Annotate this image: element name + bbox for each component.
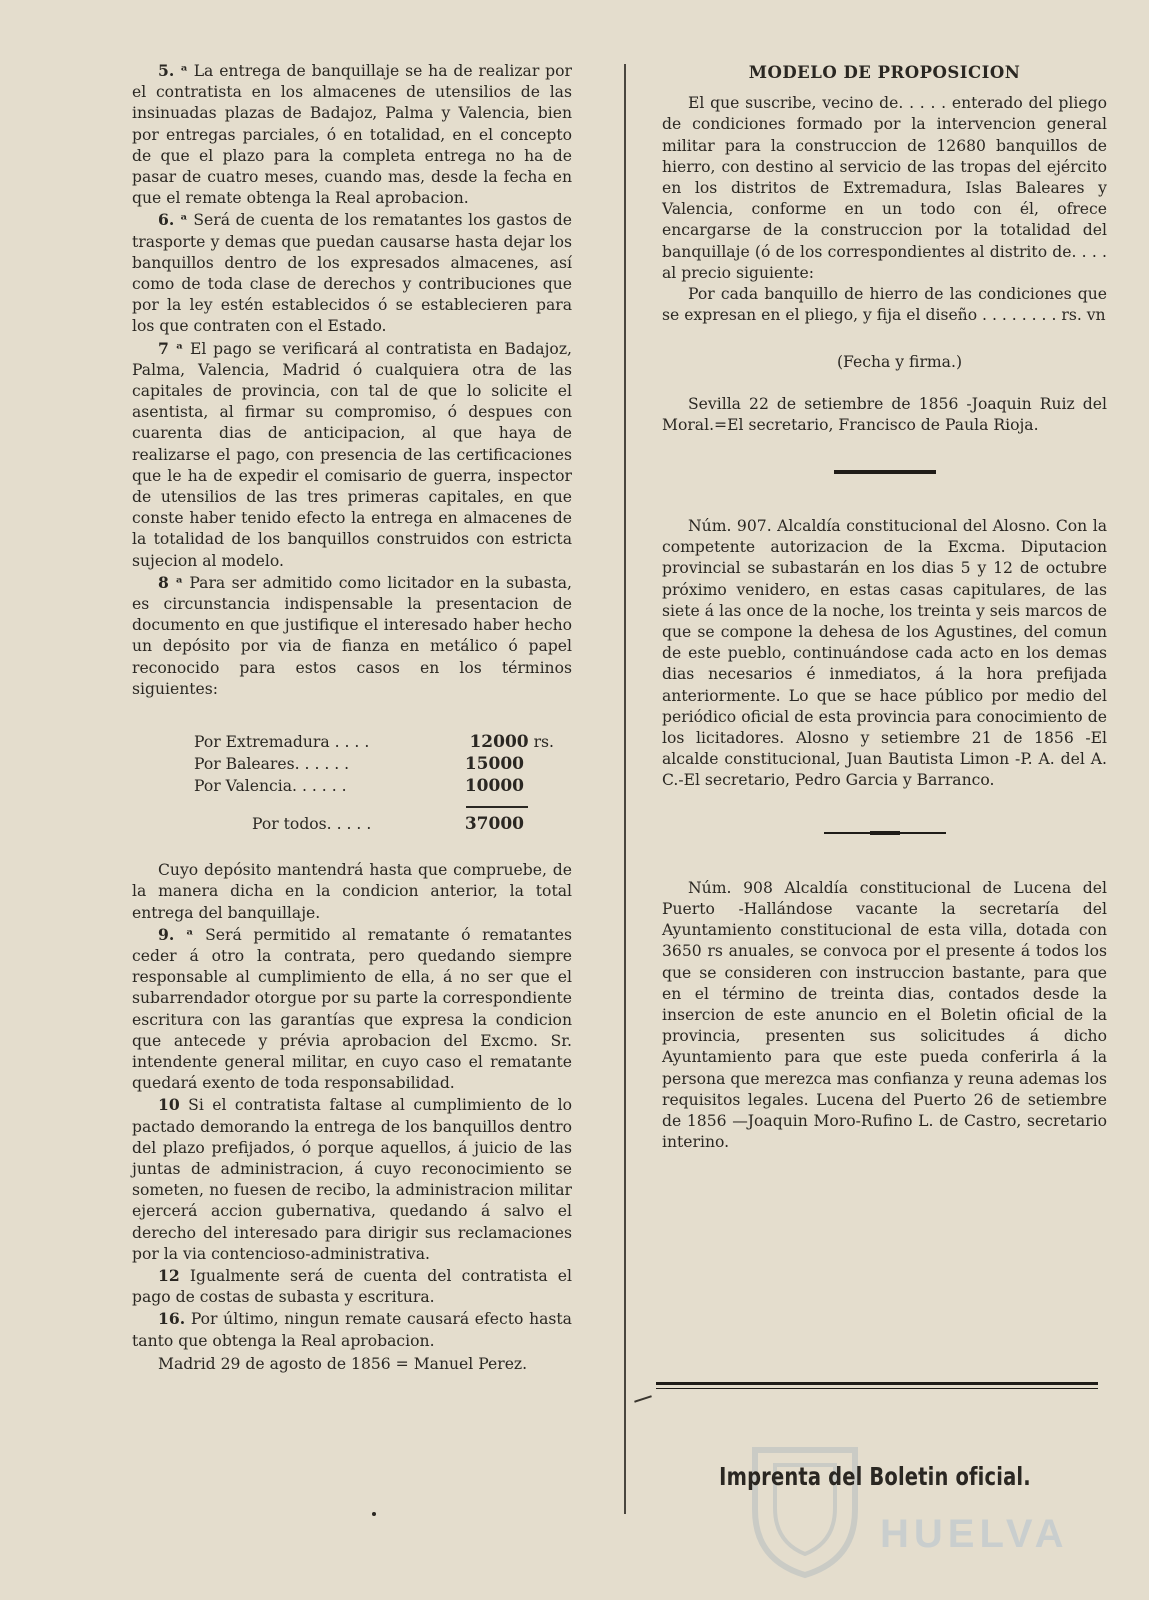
model-paragraph: El que suscribe, vecino de. . . . . enterado del pliego de condiciones formado por la intervencion general militar para la construccion de 12680 banquillos de hierro, con destino al servicio de las tropas del ejército en los distritos de Extremadura, Islas Baleares y Valencia, conforme en un todo con él, ofrece encargarse de la construccion por la totalidad del banquillaje (ó de los correspondientes al distrito de. . . . al precio siguiente: — [662, 94, 1107, 282]
deposit-row — [194, 776, 554, 798]
left-column — [132, 60, 572, 1375]
model-price-line: Por cada banquillo de hierro de las condiciones que se expresan en el pliego, y fija el diseño . . . . . . . . rs. vn — [662, 285, 1107, 325]
condition-16 — [132, 1308, 572, 1351]
condition-9 — [132, 924, 572, 1095]
condition-8-continued: Cuyo depósito mantendrá hasta que compruebe, de la manera dicha en la condicion anterior, la total entrega del banquillaje. — [132, 861, 572, 922]
section-rule — [834, 470, 936, 474]
condition-5 — [132, 60, 572, 209]
condition-10 — [132, 1094, 572, 1265]
deposit-amount: 12000 rs. — [469, 732, 554, 753]
footer-double-rule — [656, 1382, 1098, 1389]
madrid-signoff: Madrid 29 de agosto de 1856 = Manuel Perez. — [158, 1354, 528, 1373]
deposit-label: Por Valencia. . . . . . — [194, 777, 347, 796]
column-divider — [624, 64, 626, 1514]
condition-number: 7 ᵃ — [158, 338, 184, 358]
condition-text: Por último, ningun remate causará efecto hasta tanto que obtenga la Real aprobacion. — [132, 1310, 572, 1350]
section-rule — [824, 832, 946, 834]
deposit-label: Por Extremadura . . . . — [194, 733, 370, 752]
condition-number: 10 — [158, 1095, 180, 1115]
deposit-total-row — [194, 814, 554, 836]
deposit-row — [194, 754, 554, 776]
condition-text: La entrega de banquillaje se ha de realizar por el contratista en los almacenes de utensilios de las insinuadas plazas de Badajoz, Palma y Valencia, bien por entregas parciales, ó en totalidad, en el concepto de que el plazo para la completa entrega no ha de pasar de cuatro meses, cuando mas, desde la fecha en que el remate obtenga la Real aprobacion. — [132, 62, 572, 208]
condition-number: 6. ᵃ — [158, 210, 188, 230]
deposit-total-value: 37000 — [464, 814, 524, 835]
notice-907: Núm. 907. Alcaldía constitucional del Alosno. Con la competente autorizacion de la Excma. Diputacion provincial se subastarán en los dias 5 y 12 de octubre próximo venidero, en estas casas capitulares, de las siete á las once de la noche, los treinta y seis marcos de que se compone la dehesa de los Agustines, del comun de este pueblo, continuándose cada acto en los demas dias necesarios é inmediatos, á la hora prefijada anteriormente. Lo que se hace público por medio del periódico oficial de esta provincia para conocimiento de los licitadores. Alosno y setiembre 21 de 1856 -El alcalde constitucional, Juan Bautista Limon -P. A. del A. C.-El secretario, Pedro Garcia y Barranco. — [662, 517, 1107, 790]
condition-7 — [132, 338, 572, 572]
watermark-emblem-icon — [735, 1430, 875, 1580]
deposit-amount: 10000 — [464, 776, 524, 797]
sevilla-signoff: Sevilla 22 de setiembre de 1856 -Joaquin Ruiz del Moral.=El secretario, Francisco de Paula Rioja. — [662, 394, 1107, 434]
condition-text: Será permitido al rematante ó rematantes ceder á otro la contrata, pero quedando siempre responsable al cumplimiento de ella, á no ser que el subarrendador otorgue por su parte la correspondiente escritura con las garantías que expresa la condicion que antecede y prévia aprobacion del Excmo. Sr. intendente general militar, en cuyo caso el rematante quedará exento de toda responsabilidad. — [132, 925, 572, 1093]
condition-text: Para ser admitido como licitador en la subasta, es circunstancia indispensable la presentacion de documento en que justifique el interesado haber hecho un depósito por via de fianza en metálico ó papel reconocido para estos casos en los términos siguientes: — [132, 573, 572, 698]
deposit-label: Por Baleares. . . . . . — [194, 755, 350, 774]
condition-number: 8 ᵃ — [158, 572, 183, 592]
right-column — [662, 62, 1107, 1153]
deposit-amount: 15000 — [464, 754, 524, 775]
date-signature-note: (Fecha y firma.) — [836, 353, 963, 372]
condition-text: El pago se verificará al contratista en Badajoz, Palma, Valencia, Madrid ó cualquiera otra de las capitales de provincia, con tal de que lo solicite el asentista, al firmar su compromiso, ó despues con cuarenta dias de anticipacion, al que haya de realizarse el pago, con presencia de las certificaciones que le ha de expedir el comisario de guerra, inspector de utensilios de las tres primeras capitales, en que conste haber tenido efecto la entrega en almacenes de la totalidad de los banquillos construidos con estricta sujecion al modelo. — [132, 339, 572, 570]
deposit-table — [194, 732, 554, 836]
condition-12 — [132, 1265, 572, 1308]
deposit-row — [194, 732, 554, 754]
condition-text: Igualmente será de cuenta del contratista el pago de costas de subasta y escritura. — [132, 1266, 572, 1307]
condition-number: 16. — [158, 1309, 186, 1329]
condition-text: Si el contratista faltase al cumplimiento de lo pactado demorando la entrega de los banquillos dentro del plazo prefijados, ó porque aquellos, á juicio de las juntas de administracion, á cuyo reconocimiento se someten, no fuesen de recibo, la administracion militar ejercerá accion gubernativa, quedando á salvo el derecho del interesado para dirigir sus reclamaciones por la via contencioso-administrativa. — [132, 1096, 572, 1263]
ink-dot — [372, 1512, 376, 1516]
condition-text: Será de cuenta de los rematantes los gastos de trasporte y demas que puedan causarse hasta dejar los banquillos dentro de los expresados almacenes, así como de toda clase de derechos y contribuciones que por la ley estén establecidos ó se establecieren para los que contraten con el Estado. — [132, 211, 572, 336]
ink-mark — [634, 1395, 652, 1402]
condition-number: 12 — [158, 1265, 180, 1285]
notice-908: Núm. 908 Alcaldía constitucional de Lucena del Puerto -Hallándose vacante la secretaría del Ayuntamiento constitucional de esta villa, dotada con 3650 rs anuales, se convoca por el presente á todos los que se consideren con instruccion bastante, para que en el término de treinta dias, contados desde la insercion de este anuncio en el Boletin oficial de la provincia, presenten sus solicitudes á dicho Ayuntamiento para que este pueda conferirla á la persona que merezca mas confianza y reuna ademas los requisitos legales. Lucena del Puerto 26 de setiembre de 1856 —Joaquin Moro-Rufino L. de Castro, secretario interino. — [662, 878, 1107, 1152]
printer-imprint: Imprenta del Boletin oficial. — [719, 1462, 1031, 1491]
condition-number: 9. ᵃ — [158, 924, 194, 944]
section-heading: MODELO DE PROPOSICION — [748, 63, 1021, 82]
condition-8 — [132, 572, 572, 700]
archive-watermark: HUELVA — [880, 1512, 1069, 1556]
deposit-total-label: Por todos. . . . . — [252, 815, 372, 834]
condition-number: 5. ᵃ — [158, 61, 188, 80]
condition-6 — [132, 209, 572, 337]
total-rule — [466, 806, 528, 808]
